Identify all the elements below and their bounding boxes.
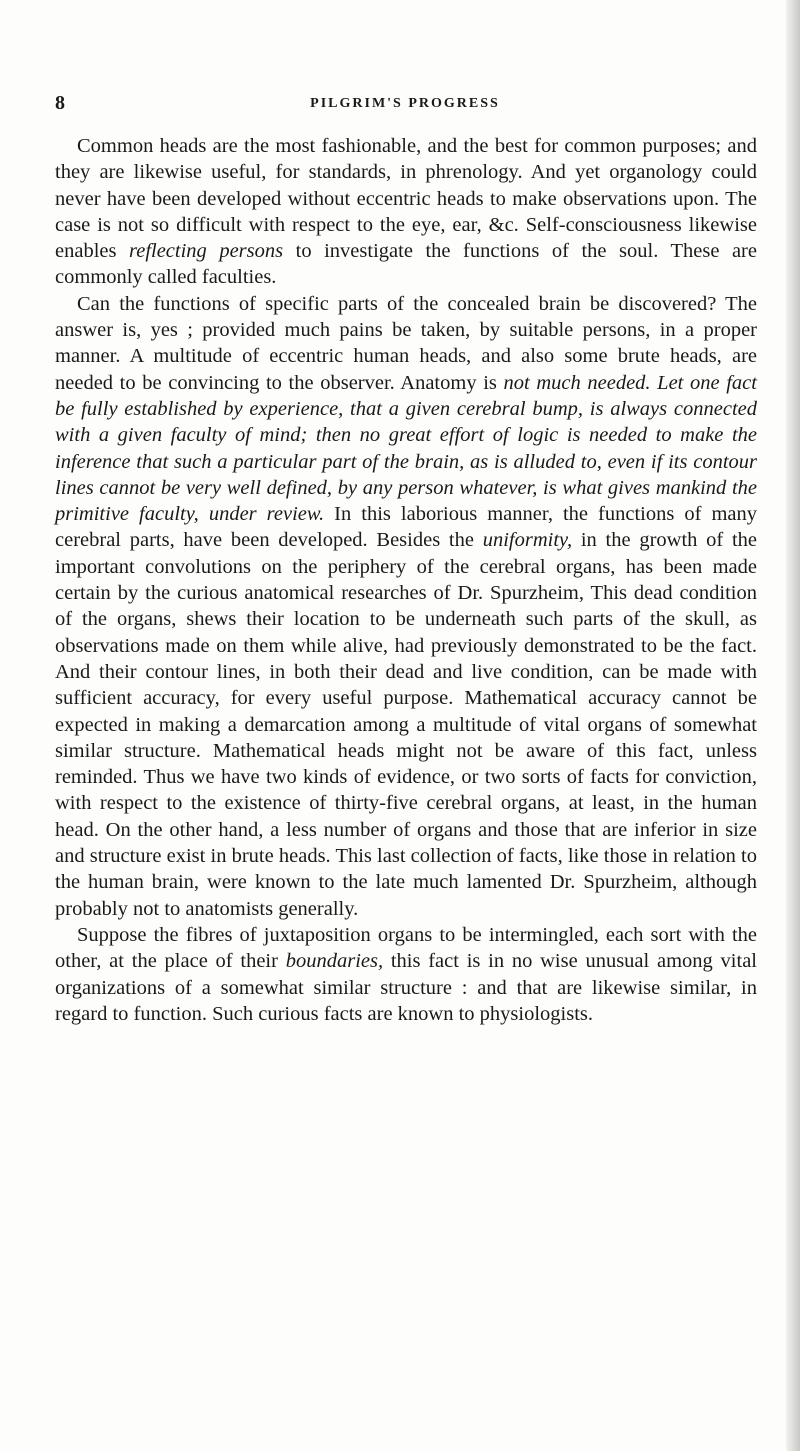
text-segment: In this laborious manner, the functions of many cerebral parts, have been developed. Besides the xyxy=(55,503,757,552)
text-segment: Suppose the fibres of juxtaposition organs to be intermingled, each sort with the other, at the place of their xyxy=(55,923,757,973)
text-segment: in the growth of the important convolutions on the periphery of the cerebral organs, has been made certain by the curious anatomical researches of Dr. Spurzheim, This dead condition of the organs, shews their location to be underneath such parts of the skull, as observations made on them while alive, had previously demonstrated to be the fact. And their contour lines, in both their dead and live condition, can be made with sufficient accuracy, for every useful purpose. Mathematical accuracy cannot be expected in making a demarcation among a multitude of vital organs of somewhat similar structure. Mathematical heads might not be aware of this fact, unless reminded. Thus we have two kinds of evidence, or two sorts of facts for conviction, with respect to the existence of thirty-five cerebral organs, at least, in the human head. On the other hand, a less number of organs and those that are inferior in size and structure exist in brute heads. This last collection of facts, like those in relation to the human brain, were known to the late much lamented Dr. Spurzheim, although probably not to anatomists generally. xyxy=(55,529,757,920)
paragraph xyxy=(55,922,757,1027)
italic-segment: boundaries, xyxy=(285,950,384,973)
body-text xyxy=(55,133,757,1027)
text-segment: to investigate the functions of the soul. These are commonly called faculties. xyxy=(55,240,757,289)
italic-segment: uniformity, xyxy=(482,529,573,552)
paragraph xyxy=(55,133,757,291)
page-header xyxy=(55,92,755,122)
italic-segment: reflecting persons xyxy=(129,240,284,263)
text-segment: Can the functions of specific parts of the concealed brain be discovered? The answer is, yes ; provided much pains be taken, by suitable persons, in a proper manner. A multitude of eccentric human heads, and also some brute heads, are needed to be convincing to the observer. Anatomy is xyxy=(55,292,757,394)
paragraph xyxy=(55,291,757,922)
text-segment: Common heads are the most fashionable, and the best for common purposes; and they are likewise useful, for standards, in phrenology. And yet organology could never have been developed without eccentric heads to make observations upon. The case is not so difficult with respect to the eye, ear, &c. Self-consciousness likewise enables xyxy=(55,135,757,263)
page-number: 8 xyxy=(55,92,65,114)
text-segment: this fact is in no wise unusual among vital organizations of a somewhat similar structure : and that are likewise similar, in regard to function. Such curious facts are known to physiologists. xyxy=(55,950,757,1025)
page-edge-shadow xyxy=(786,0,800,1451)
running-title: PILGRIM'S PROGRESS xyxy=(310,96,500,111)
italic-segment: not much needed. Let one fact be fully established by experience, that a given cerebral bump, is always connected with a given faculty of mind; then no great effort of logic is needed to make the inference that such a particular part of the brain, as is alluded to, even if its contour lines cannot be very well defined, by any person whatever, is what gives mankind the primitive faculty, under review. xyxy=(55,371,757,526)
